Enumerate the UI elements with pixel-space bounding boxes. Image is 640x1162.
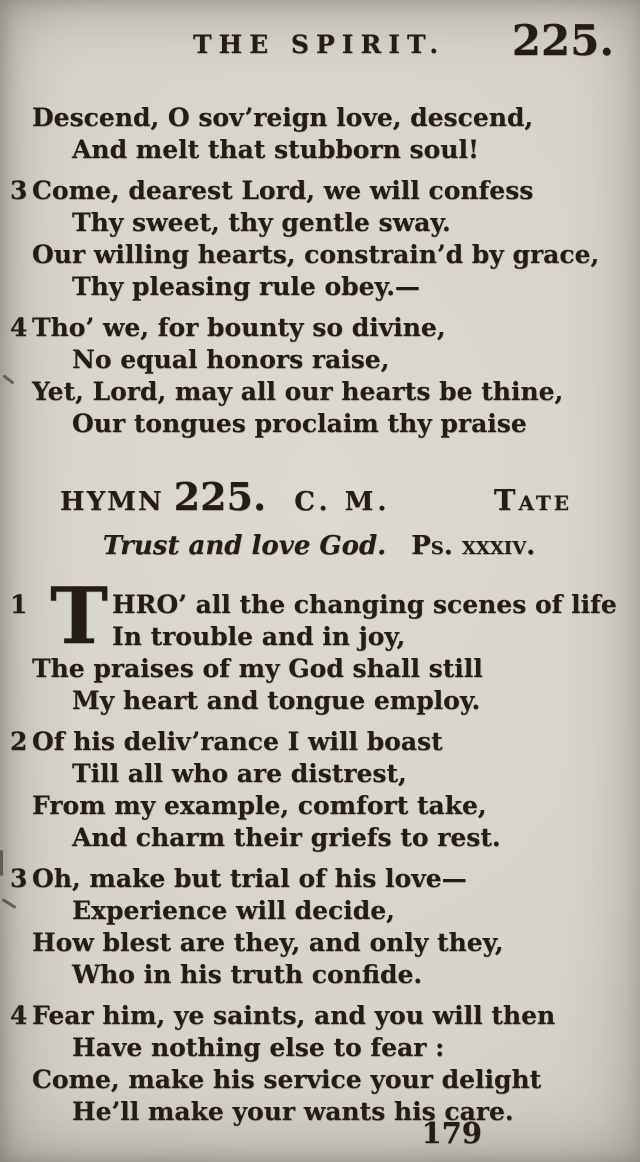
drop-cap-letter: T: [50, 571, 109, 662]
verse-line-text: HRO’ all the changing scenes of life: [112, 590, 617, 619]
verse-line-text: Of his deliv’rance I will boast: [32, 727, 443, 756]
hymn-line: [8, 1000, 630, 1032]
verse-line-text: From my example, comfort take,: [32, 791, 487, 820]
hymn-line: [8, 207, 630, 239]
header-hymn-number: 225.: [511, 16, 614, 65]
hymn-subtitle-text: Trust and love God.: [102, 531, 387, 561]
hymn-line: [8, 408, 630, 440]
verse-line-text: Till all who are distrest,: [72, 759, 407, 788]
verse-line-text: Tho’ we, for bounty so divine,: [32, 313, 446, 342]
hymn-line: [8, 621, 630, 653]
hymn-224-continuation: [8, 102, 630, 440]
verse-line-text: Fear him, ye saints, and you will then: [32, 1001, 556, 1030]
page-header: [8, 18, 630, 74]
verse-line-text: Our willing hearts, constrain’d by grace,: [32, 240, 600, 269]
hymn-line: [8, 758, 630, 790]
hymn-heading: [8, 474, 630, 519]
verse-line-text: Oh, make but trial of his love—: [32, 864, 467, 893]
hymn-line: [8, 863, 630, 895]
verse-line-text: Descend, O sov’reign love, descend,: [32, 103, 534, 132]
hymn-line: [8, 685, 630, 717]
hymn-line: [8, 344, 630, 376]
running-title: THE SPIRIT.: [192, 30, 446, 59]
verse-number: 1: [10, 590, 28, 619]
hymn-line: [8, 239, 630, 271]
hymn-meter: C. M.: [294, 487, 391, 517]
hymn-line: [8, 1064, 630, 1096]
verse-line-text: My heart and tongue employ.: [72, 686, 481, 715]
verse-line-text: Our tongues proclaim thy praise: [72, 409, 527, 438]
hymn-line: [8, 959, 630, 991]
hymn-number: 225.: [173, 474, 267, 519]
verse-number: 4: [10, 313, 28, 342]
hymn-line: [8, 1096, 630, 1128]
hymn-line: [8, 175, 630, 207]
verse-line-text: Who in his truth confide.: [72, 960, 423, 989]
scan-artifact: [0, 850, 3, 876]
verse-number: 2: [10, 727, 28, 756]
hymn-line: [8, 376, 630, 408]
verse-line-text: Have nothing else to fear :: [72, 1033, 445, 1062]
hymn-line: [8, 822, 630, 854]
hymn-line: [8, 1032, 630, 1064]
hymn-author: Tate: [493, 483, 572, 517]
verse-number: 3: [10, 864, 28, 893]
hymn-label: HYMN: [60, 487, 164, 517]
verse-line-text: And melt that stubborn soul!: [72, 135, 479, 164]
verse-line-text: Yet, Lord, may all our hearts be thine,: [32, 377, 564, 406]
hymn-subtitle: [8, 531, 630, 561]
hymn-line: [8, 653, 630, 685]
hymn-line: [8, 589, 630, 621]
verse-line-text: In trouble and in joy,: [112, 622, 406, 651]
hymn-line: [8, 312, 630, 344]
verse-line-text: How blest are they, and only they,: [32, 928, 504, 957]
verse-line-text: He’ll make your wants his care.: [72, 1097, 514, 1126]
hymn-line: [8, 271, 630, 303]
verse-line-text: No equal honors raise,: [72, 345, 390, 374]
verse-number: 4: [10, 1001, 28, 1030]
hymn-line: [8, 726, 630, 758]
hymn-line: [8, 790, 630, 822]
verse-number: 3: [10, 176, 28, 205]
verse-line-text: Thy pleasing rule obey.—: [72, 272, 420, 301]
scripture-reference: Ps. xxxiv.: [411, 531, 536, 561]
hymn-225-stanzas: [8, 571, 630, 1128]
hymn-line: [8, 927, 630, 959]
hymn-line: [8, 895, 630, 927]
page-number: 179: [421, 1116, 482, 1150]
verse-line-text: The praises of my God shall still: [32, 654, 483, 683]
verse-line-text: Come, dearest Lord, we will confess: [32, 176, 534, 205]
hymn-line: [8, 134, 630, 166]
verse-line-text: Experience will decide,: [72, 896, 395, 925]
verse-line-text: And charm their griefs to rest.: [72, 823, 501, 852]
verse-line-text: Thy sweet, thy gentle sway.: [72, 208, 451, 237]
verse-line-text: Come, make his service your delight: [32, 1065, 542, 1094]
hymn-line: [8, 102, 630, 134]
